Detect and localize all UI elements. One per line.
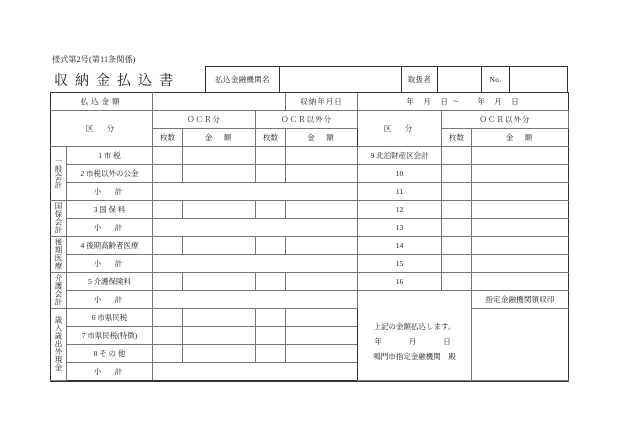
cell-subtotal[interactable] — [153, 219, 358, 237]
cell-subtotal[interactable] — [153, 363, 358, 381]
cell-right-amount[interactable] — [472, 183, 569, 201]
non-ocr-sheets-header-right: 枚数 — [442, 129, 472, 147]
table-row — [51, 237, 569, 255]
cell-right-amount[interactable] — [472, 201, 569, 219]
cell-non-ocr-sheets[interactable] — [256, 309, 286, 327]
payment-declaration-block — [358, 291, 472, 381]
row-label-right: 11 — [358, 183, 442, 201]
group-label-kokuho: 国保会計 — [51, 201, 67, 237]
cell-right-amount[interactable] — [472, 147, 569, 165]
non-ocr-header-left: ＯＣＲ以外分 — [256, 111, 358, 129]
table-row — [51, 201, 569, 219]
cell-ocr-amount[interactable] — [183, 345, 256, 363]
header-box — [205, 66, 568, 93]
bank-name-label: 払込金融機関名 — [206, 67, 280, 92]
row-label-right: 9 北泊財産区会計 — [358, 147, 442, 165]
bottom-edge-left — [51, 381, 358, 382]
cell-non-ocr-sheets[interactable] — [256, 237, 286, 255]
row-label-right: 15 — [358, 255, 442, 273]
cell-subtotal[interactable] — [153, 255, 358, 273]
cell-right-sheets[interactable] — [442, 255, 472, 273]
kubun-header-right: 区 分 — [358, 111, 442, 147]
cell-ocr-sheets[interactable] — [153, 345, 183, 363]
row-label: 4 後期高齢者医療 — [67, 237, 153, 255]
cell-right-amount[interactable] — [472, 237, 569, 255]
cell-ocr-amount[interactable] — [183, 201, 256, 219]
row-label: 1 市 税 — [67, 147, 153, 165]
cell-ocr-amount[interactable] — [183, 309, 256, 327]
cell-ocr-sheets[interactable] — [153, 201, 183, 219]
cell-ocr-amount[interactable] — [183, 165, 256, 183]
table-row — [51, 147, 569, 165]
row-label-subtotal: 小 計 — [67, 291, 153, 309]
group-label-kouki: 後期医療 — [51, 237, 67, 273]
bottom-edge-right — [472, 381, 569, 382]
row-label: 2 市税以外の公金 — [67, 165, 153, 183]
stamp-label: 指定金融機関領収印 — [472, 291, 569, 309]
cell-non-ocr-sheets[interactable] — [256, 327, 286, 345]
staff-label: 取扱者 — [402, 67, 438, 92]
group-label-sainyu: 歳入歳出外現金 — [51, 309, 67, 381]
cell-non-ocr-amount[interactable] — [286, 309, 358, 327]
cell-ocr-sheets[interactable] — [153, 309, 183, 327]
row-label: 5 介護保険料 — [67, 273, 153, 291]
non-ocr-sheets-header-left: 枚数 — [256, 129, 286, 147]
收納金払込書-form — [50, 55, 568, 382]
row-label-right: 10 — [358, 165, 442, 183]
ocr-amount-header-left: 金 額 — [183, 129, 256, 147]
cell-right-sheets[interactable] — [442, 201, 472, 219]
amount-label: 払込金額 — [51, 93, 153, 111]
cell-right-amount[interactable] — [472, 255, 569, 273]
cell-ocr-amount[interactable] — [183, 147, 256, 165]
stamp-field[interactable] — [472, 309, 569, 381]
cell-ocr-sheets[interactable] — [153, 327, 183, 345]
column-header-row-1 — [51, 111, 569, 129]
cell-right-sheets[interactable] — [442, 219, 472, 237]
cell-ocr-sheets[interactable] — [153, 147, 183, 165]
declaration-date-line[interactable]: 年 月 日 — [374, 337, 455, 346]
cell-right-sheets[interactable] — [442, 165, 472, 183]
row-label: 6 市県民税 — [67, 309, 153, 327]
ocr-header-left: ＯＣＲ分 — [153, 111, 256, 129]
page-title: 収納金払込書 — [54, 73, 180, 89]
row-label-right: 12 — [358, 201, 442, 219]
amount-field[interactable] — [153, 93, 286, 111]
form-grid — [50, 92, 569, 382]
row-label-subtotal: 小 計 — [67, 363, 153, 381]
cell-right-amount[interactable] — [472, 165, 569, 183]
cell-non-ocr-amount[interactable] — [286, 201, 358, 219]
cell-non-ocr-amount[interactable] — [286, 273, 358, 291]
row-label-subtotal: 小 計 — [67, 255, 153, 273]
cell-ocr-sheets[interactable] — [153, 165, 183, 183]
cell-non-ocr-sheets[interactable] — [256, 201, 286, 219]
cell-ocr-amount[interactable] — [183, 327, 256, 345]
cell-ocr-amount[interactable] — [183, 237, 256, 255]
no-label: No. — [482, 67, 510, 92]
cell-right-sheets[interactable] — [442, 273, 472, 291]
cell-non-ocr-amount[interactable] — [286, 147, 358, 165]
cell-right-amount[interactable] — [472, 219, 569, 237]
cell-right-sheets[interactable] — [442, 237, 472, 255]
non-ocr-amount-header-left: 金 額 — [286, 129, 358, 147]
cell-right-sheets[interactable] — [442, 147, 472, 165]
row-label-right: 14 — [358, 237, 442, 255]
table-row — [51, 219, 569, 237]
cell-non-ocr-amount[interactable] — [286, 345, 358, 363]
non-ocr-header-right: ＯＣＲ以外分 — [442, 111, 569, 129]
group-label-ippan: 一般会計 — [51, 147, 67, 201]
declaration-text: 上記の金額払込します。 — [373, 322, 456, 331]
group-label-kaigo: 介護会計 — [51, 273, 67, 309]
non-ocr-amount-header-right: 金 額 — [472, 129, 569, 147]
row-label: 8 そ の 他 — [67, 345, 153, 363]
row-label-right: 16 — [358, 273, 442, 291]
addressee-text: 鳴門市指定金融機関 殿 — [373, 352, 456, 361]
row-label: 3 国 保 料 — [67, 201, 153, 219]
bank-name-field[interactable] — [280, 67, 402, 92]
collection-date-label: 収納年月日 — [286, 93, 358, 111]
table-row — [51, 183, 569, 201]
cell-subtotal[interactable] — [153, 183, 358, 201]
bottom-edge-mid — [358, 381, 472, 382]
amount-date-row — [51, 93, 569, 111]
table-row — [51, 291, 569, 309]
cell-non-ocr-sheets[interactable] — [256, 273, 286, 291]
cell-non-ocr-sheets[interactable] — [256, 165, 286, 183]
row-label-right: 13 — [358, 219, 442, 237]
cell-non-ocr-sheets[interactable] — [256, 147, 286, 165]
row-label: 7 市県民税(特徴) — [67, 327, 153, 345]
cell-non-ocr-amount[interactable] — [286, 237, 358, 255]
cell-ocr-sheets[interactable] — [153, 273, 183, 291]
cell-ocr-amount[interactable] — [183, 273, 256, 291]
no-field[interactable] — [510, 67, 567, 92]
ocr-sheets-header-left: 枚数 — [153, 129, 183, 147]
form-code: 様式第2号(第11条関係) — [52, 55, 136, 64]
title-row — [50, 66, 568, 93]
kubun-header-left: 区 分 — [51, 111, 153, 147]
cell-right-sheets[interactable] — [442, 183, 472, 201]
staff-field[interactable] — [438, 67, 482, 92]
table-row — [51, 255, 569, 273]
row-label-subtotal: 小 計 — [67, 183, 153, 201]
table-row — [51, 309, 569, 327]
table-bottom-edge — [51, 381, 569, 382]
table-row — [51, 165, 569, 183]
cell-non-ocr-sheets[interactable] — [256, 345, 286, 363]
collection-date-field[interactable]: 年 月 日 〜 年 月 日 — [358, 93, 569, 111]
cell-ocr-sheets[interactable] — [153, 237, 183, 255]
cell-non-ocr-amount[interactable] — [286, 165, 358, 183]
row-label-subtotal: 小 計 — [67, 219, 153, 237]
table-row — [51, 273, 569, 291]
cell-right-amount[interactable] — [472, 273, 569, 291]
cell-subtotal[interactable] — [153, 291, 358, 309]
cell-non-ocr-amount[interactable] — [286, 327, 358, 345]
